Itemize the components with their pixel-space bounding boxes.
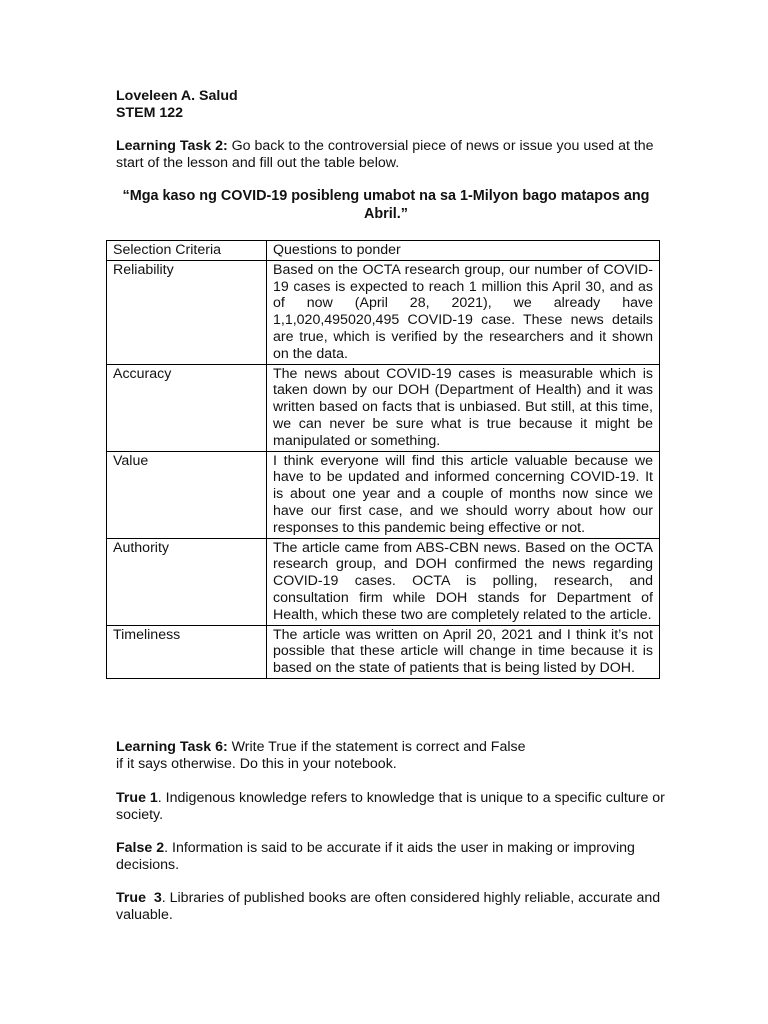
table-row (107, 538, 660, 625)
author-block (116, 88, 238, 122)
table-row (107, 451, 660, 538)
item-answer: False 2 (116, 840, 165, 856)
learning-task-2-instructions (116, 138, 656, 172)
item-statement: . Information is said to be accurate if it aids the user in making or improving decisions. (116, 840, 635, 873)
column-header-questions: Questions to ponder (267, 241, 660, 261)
student-section: STEM 122 (116, 105, 184, 121)
answer-cell: The news about COVID-19 cases is measurable which is taken down by our DOH (Department of Health) and it was written based on facts that is unbiased. But still, at this time, we can never be sure what is true because it might be manipulated or something. (267, 364, 660, 451)
item-answer: True 3 (116, 890, 162, 906)
answer-cell: Based on the OCTA research group, our number of COVID-19 cases is expected to reach 1 million this April 30, and as of now (April 28, 2021), we already have 1,1,020,495020,495 COVID-19 case. These news details are true, which is verified by the researchers and it shown on the data. (267, 260, 660, 364)
learning-task-6-label: Learning Task 6: (116, 739, 228, 755)
learning-task-6-line2: if it says otherwise. Do this in your notebook. (116, 756, 397, 772)
table-row (107, 260, 660, 364)
answer-cell: The article was written on April 20, 2021 and I think it’s not possible that these article will change in time because it is based on the state of patients that is being listed by DOH. (267, 625, 660, 678)
true-false-item-2 (116, 840, 666, 874)
table-row (107, 364, 660, 451)
item-statement: . Indigenous knowledge refers to knowledge that is unique to a specific culture or society. (116, 790, 665, 823)
table-header-row (107, 241, 660, 261)
learning-task-6-line1: Write True if the statement is correct and False (227, 739, 526, 755)
learning-task-2-label: Learning Task 2: (116, 138, 228, 154)
learning-task-6-instructions (116, 739, 656, 773)
true-false-item-1 (116, 790, 666, 824)
criterion-cell: Timeliness (107, 625, 267, 678)
selection-criteria-table (106, 240, 660, 679)
column-header-criteria: Selection Criteria (107, 241, 267, 261)
learning-task-2-text: Go back to the controversial piece of news or issue you used at the start of the lesson and fill out the table below. (116, 138, 654, 171)
true-false-item-3 (116, 890, 666, 924)
criterion-cell: Authority (107, 538, 267, 625)
table-row (107, 625, 660, 678)
answer-cell: The article came from ABS-CBN news. Based on the OCTA research group, and DOH confirmed the news regarding COVID-19 cases. OCTA is polling, research, and consultation firm while DOH stands for Department of Health, which these two are completely related to the article. (267, 538, 660, 625)
item-answer: True 1 (116, 790, 158, 806)
criterion-cell: Value (107, 451, 267, 538)
item-statement: . Libraries of published books are often considered highly reliable, accurate and valuable. (116, 890, 661, 923)
answer-cell: I think everyone will find this article valuable because we have to be updated and informed concerning COVID-19. It is about one year and a couple of months now since we have our first case, and we should worry about how our responses to this pandemic being effective or not. (267, 451, 660, 538)
criterion-cell: Accuracy (107, 364, 267, 451)
news-headline-quote: “Mga kaso ng COVID-19 posibleng umabot na sa 1-Milyon bago matapos ang Abril.” (122, 188, 650, 222)
criterion-cell: Reliability (107, 260, 267, 364)
student-name: Loveleen A. Salud (116, 88, 238, 104)
